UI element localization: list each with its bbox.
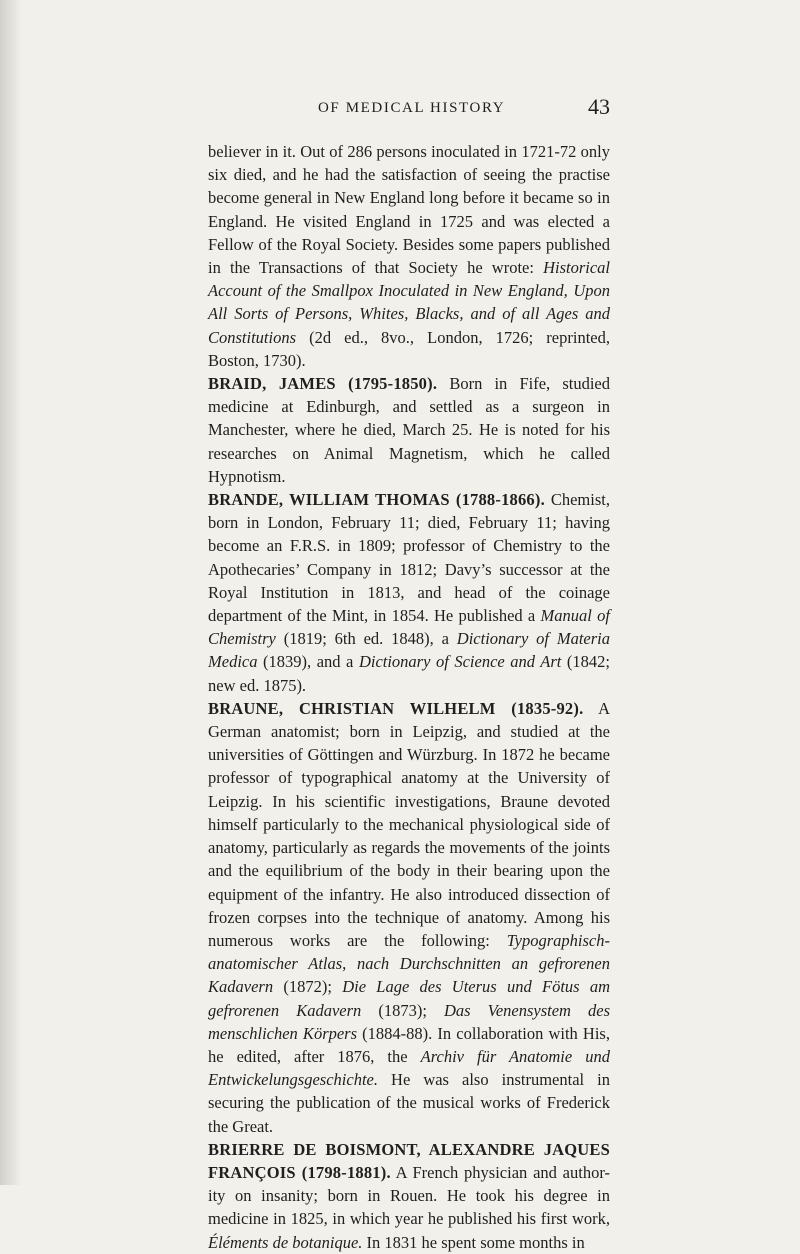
book-title: Die Lage des Uterus und Fötus am gefrorenen Kadavern (208, 977, 611, 1020)
page-header (208, 96, 610, 126)
text-segment: (1873); (361, 1000, 444, 1020)
entry-heading: BRIERRE DE BOISMONT, ALEXANDRE JAQUES FRANÇOIS (1798-1881). (208, 1139, 610, 1182)
entry-braune (208, 697, 610, 1138)
text-segment: (1884-88). In collaboration with His, he edited, after 1876, the (208, 1023, 610, 1066)
page-number: 43 (588, 94, 610, 119)
entry-heading: BRAUNE, CHRISTIAN WILHELM (1835-92). (208, 698, 584, 718)
text-segment: Born in Fife, studied medicine at Edinburgh, and settled as a surgeon in Manchester, where he died, March 25. He is noted for his researches on Animal Magnetism, which he called Hypnotism. (208, 374, 610, 486)
text-segment: (1872); (273, 977, 343, 997)
book-title: Dictionary of Science and Art (358, 652, 562, 672)
page-body (208, 140, 610, 1254)
book-title: Historical Account of the Smallpox Inoculated in New England, Upon All Sorts of Persons, Whites, Blacks, and of all Ages and Constitutions (208, 258, 610, 347)
entry-brande (208, 488, 610, 697)
text-segment: A French physician and author- ity on insanity; born in Rouen. He took his degree in medicine in 1825, in which year he published his first work, (208, 1162, 611, 1229)
text-segment: He was also instrumental in securing the publication of the musical works of Frederick the Great. (208, 1070, 610, 1136)
text-segment: In 1831 he spent some months in (362, 1232, 585, 1252)
text-segment: Chemist, born in London, February 11; died, February 11; having become an F.R.S. in 1809; professor of Chemistry to the Apothecaries’ Company in 1812; Davy’s successor at the Royal Institution in 1813, and head of the coinage department of the Mint, in 1854. He published a (208, 490, 610, 626)
running-head: OF MEDICAL HISTORY (318, 100, 506, 116)
entry-brierre (208, 1138, 610, 1254)
entry-braid (208, 372, 610, 488)
book-title: Dictionary of Materia Medica (208, 629, 610, 672)
book-title: Éléments de botanique. (208, 1232, 363, 1252)
book-title: Typographisch-anatomischer Atlas, nach Durchschnitten an gefrorenen Kadavern (208, 930, 610, 997)
text-segment: (1842; new ed. 1875). (208, 652, 610, 695)
book-title: Archiv für Anatomie und Entwickelungsgeschichte. (208, 1046, 610, 1090)
book-title: Manual of Chemistry (208, 606, 610, 649)
book-title: Das Venensystem des menschlichen Körpers (208, 1000, 611, 1043)
text-segment: (1819; 6th ed. 1848), a (275, 629, 457, 649)
text-segment: (2d ed., 8vo., London, 1726; reprinted, Boston, 1730). (208, 327, 610, 370)
page-gutter-shadow (0, 0, 22, 1185)
entry-heading: BRAID, JAMES (1795-1850). (208, 374, 438, 394)
text-segment: believer in it. Out of 286 persons inoculated in 1721-72 only six died, and he had the satisfaction of seeing the practise become general in New England long before it became so in England. He visited England in 1725 and was elected a Fellow of the Royal Society. Besides some papers published in the Transactions of that Society he wrote: (208, 142, 610, 278)
text-segment: A German anatomist; born in Leipzig, and studied at the universities of Göttingen and Würzburg. In 1872 he became professor of typographical anatomy at the University of Leipzig. In his scientific investigations, Braune devoted himself particularly to the mechanical physiological side of anatomy, particularly as regards the movements of the joints and the equilibrium of the body in their bearing upon the equipment of the infantry. He also introduced dissection of frozen corpses into the technique of anatomy. Among his numerous works are the following: (208, 698, 610, 950)
entry-heading: BRANDE, WILLIAM THOMAS (1788-1866). (208, 490, 545, 510)
text-segment: (1839), and a (257, 652, 359, 672)
paragraph-continuation (208, 140, 610, 372)
